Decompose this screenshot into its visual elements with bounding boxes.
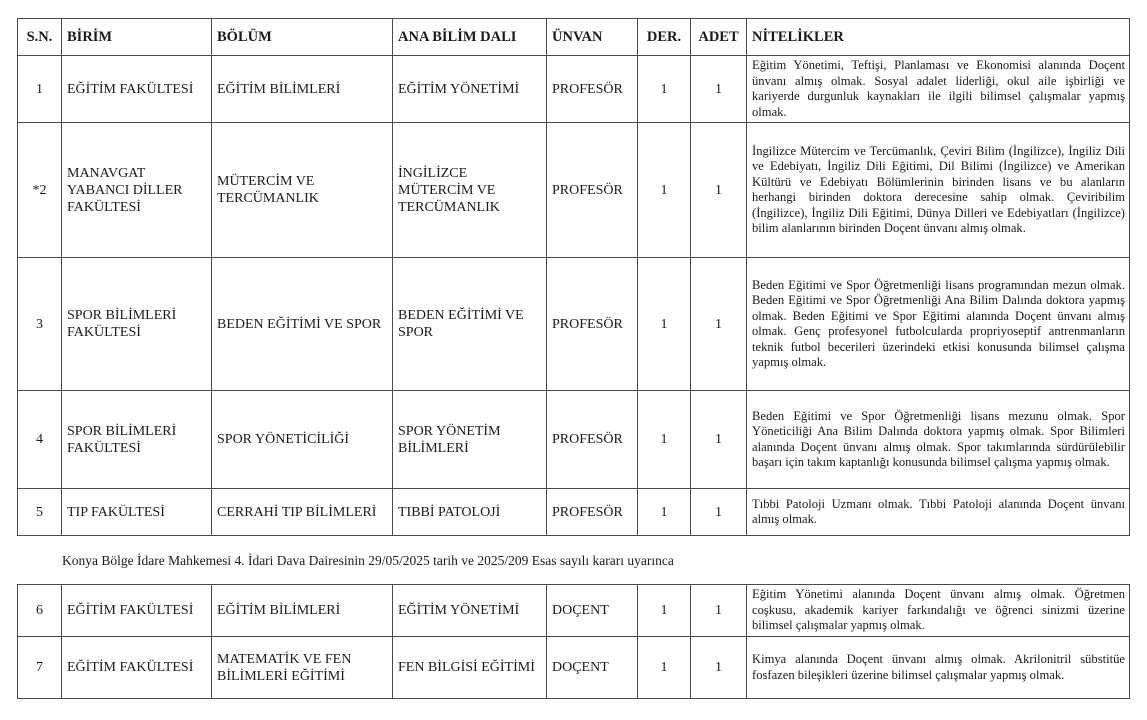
cell-ana-bilim-dali: İNGİLİZCE MÜTERCİM VE TERCÜMANLIK	[393, 123, 547, 258]
court-note-row	[18, 536, 1130, 585]
cell-nitelikler: Eğitim Yönetimi alanında Doçent ünvanı almış olmak. Öğretmen coşkusu, akademik kariyer farkındalığı ve öğrenci sinizmi üzerine bilimsel çalışmalar yapmış olmak.	[747, 585, 1130, 637]
cell-adet: 1	[691, 258, 747, 391]
cell-der: 1	[638, 258, 691, 391]
cell-ana-bilim-dali: TIBBİ PATOLOJİ	[393, 489, 547, 536]
cell-unvan: PROFESÖR	[547, 56, 638, 123]
positions-table	[17, 18, 1130, 699]
cell-sn: 7	[18, 637, 62, 699]
cell-adet: 1	[691, 391, 747, 489]
cell-nitelikler: Tıbbi Patoloji Uzmanı olmak. Tıbbi Patoloji alanında Doçent ünvanı almış olmak.	[747, 489, 1130, 536]
cell-birim: EĞİTİM FAKÜLTESİ	[62, 637, 212, 699]
cell-unvan: PROFESÖR	[547, 123, 638, 258]
cell-ana-bilim-dali: EĞİTİM YÖNETİMİ	[393, 56, 547, 123]
cell-sn: 3	[18, 258, 62, 391]
cell-sn: 1	[18, 56, 62, 123]
cell-sn: *2	[18, 123, 62, 258]
header-birim: BİRİM	[62, 19, 212, 56]
cell-ana-bilim-dali: FEN BİLGİSİ EĞİTİMİ	[393, 637, 547, 699]
cell-der: 1	[638, 391, 691, 489]
header-adet: ADET	[691, 19, 747, 56]
cell-der: 1	[638, 637, 691, 699]
header-der: DER.	[638, 19, 691, 56]
cell-sn: 4	[18, 391, 62, 489]
header-ana-bilim-dali: ANA BİLİM DALI	[393, 19, 547, 56]
cell-unvan: PROFESÖR	[547, 258, 638, 391]
cell-bolum: EĞİTİM BİLİMLERİ	[212, 585, 393, 637]
cell-bolum: EĞİTİM BİLİMLERİ	[212, 56, 393, 123]
cell-bolum: CERRAHİ TIP BİLİMLERİ	[212, 489, 393, 536]
court-decision-note: Konya Bölge İdare Mahkemesi 4. İdari Dava Dairesinin 29/05/2025 tarih ve 2025/209 Esas sayılı kararı uyarınca	[18, 536, 1130, 585]
cell-ana-bilim-dali: BEDEN EĞİTİMİ VE SPOR	[393, 258, 547, 391]
cell-birim: EĞİTİM FAKÜLTESİ	[62, 56, 212, 123]
cell-nitelikler: İngilizce Mütercim ve Tercümanlık, Çeviri Bilim (İngilizce), İngiliz Dili ve Edebiyatı, İngiliz Dili Eğitimi, Dil Bilimi (İngilizce) ve Amerikan Kültürü ve Edebiyatı Bölümlerinin birinden lisans ve bu alanların herhangi birinden doktora derecesine sahip olmak. Çeviribilim (İngilizce), İngiliz Dili Eğitimi, Dünya Dilleri ve Edebiyatları (İngilizce) bilim alanlarının birinden Doçent ünvanı almış olmak.	[747, 123, 1130, 258]
cell-der: 1	[638, 489, 691, 536]
cell-adet: 1	[691, 123, 747, 258]
cell-der: 1	[638, 585, 691, 637]
cell-bolum: SPOR YÖNETİCİLİĞİ	[212, 391, 393, 489]
table-row	[18, 489, 1130, 536]
header-unvan: ÜNVAN	[547, 19, 638, 56]
table-row	[18, 258, 1130, 391]
cell-sn: 6	[18, 585, 62, 637]
cell-birim: SPOR BİLİMLERİ FAKÜLTESİ	[62, 391, 212, 489]
cell-birim: SPOR BİLİMLERİ FAKÜLTESİ	[62, 258, 212, 391]
cell-der: 1	[638, 56, 691, 123]
cell-adet: 1	[691, 489, 747, 536]
cell-adet: 1	[691, 585, 747, 637]
cell-bolum: MÜTERCİM VE TERCÜMANLIK	[212, 123, 393, 258]
cell-nitelikler: Kimya alanında Doçent ünvanı almış olmak. Akrilonitril sübstitüe fosfazen bileşikleri üzerine bilimsel çalışmalar yapmış olmak.	[747, 637, 1130, 699]
table-row	[18, 56, 1130, 123]
cell-nitelikler: Beden Eğitimi ve Spor Öğretmenliği lisans mezunu olmak. Spor Yöneticiliği Ana Bilim Dalında doktora yapmış olmak. Spor Bilimleri alanında Doçent ünvanı almış olmak. Spor takımlarında sürdürülebilir başarı için takım kaptanlığı konusunda bilimsel çalışma yapmış olmak.	[747, 391, 1130, 489]
header-bolum: BÖLÜM	[212, 19, 393, 56]
cell-unvan: PROFESÖR	[547, 391, 638, 489]
cell-ana-bilim-dali: SPOR YÖNETİM BİLİMLERİ	[393, 391, 547, 489]
cell-nitelikler: Beden Eğitimi ve Spor Öğretmenliği lisans programından mezun olmak. Beden Eğitimi ve Spor Öğretmenliği Ana Bilim Dalında doktora yapmış olmak. Beden Eğitimi ve Spor Eğitimi alanında Doçent ünvanı almış olmak. Genç profesyonel futbolcularda propriyoseptif antrenmanların teknik futbol becerileri üzerindeki etkisi konusunda bilimsel çalışma yapmış olmak.	[747, 258, 1130, 391]
document-page	[17, 18, 1129, 699]
table-row	[18, 391, 1130, 489]
cell-bolum: MATEMATİK VE FEN BİLİMLERİ EĞİTİMİ	[212, 637, 393, 699]
cell-birim: EĞİTİM FAKÜLTESİ	[62, 585, 212, 637]
table-row	[18, 585, 1130, 637]
cell-adet: 1	[691, 637, 747, 699]
cell-sn: 5	[18, 489, 62, 536]
cell-adet: 1	[691, 56, 747, 123]
cell-ana-bilim-dali: EĞİTİM YÖNETİMİ	[393, 585, 547, 637]
cell-unvan: PROFESÖR	[547, 489, 638, 536]
cell-der: 1	[638, 123, 691, 258]
cell-birim: TIP FAKÜLTESİ	[62, 489, 212, 536]
cell-unvan: DOÇENT	[547, 637, 638, 699]
table-row	[18, 123, 1130, 258]
header-sn: S.N.	[18, 19, 62, 56]
table-row	[18, 637, 1130, 699]
header-nitelikler: NİTELİKLER	[747, 19, 1130, 56]
cell-unvan: DOÇENT	[547, 585, 638, 637]
cell-birim: MANAVGAT YABANCI DİLLER FAKÜLTESİ	[62, 123, 212, 258]
cell-nitelikler: Eğitim Yönetimi, Teftişi, Planlaması ve Ekonomisi alanında Doçent ünvanı almış olmak. Sosyal adalet liderliği, okul aile işbirliği ve kariyerde durgunluk kaynakları ile ilgili bilimsel çalışmalar yapmış olmak.	[747, 56, 1130, 123]
cell-bolum: BEDEN EĞİTİMİ VE SPOR	[212, 258, 393, 391]
header-row	[18, 19, 1130, 56]
